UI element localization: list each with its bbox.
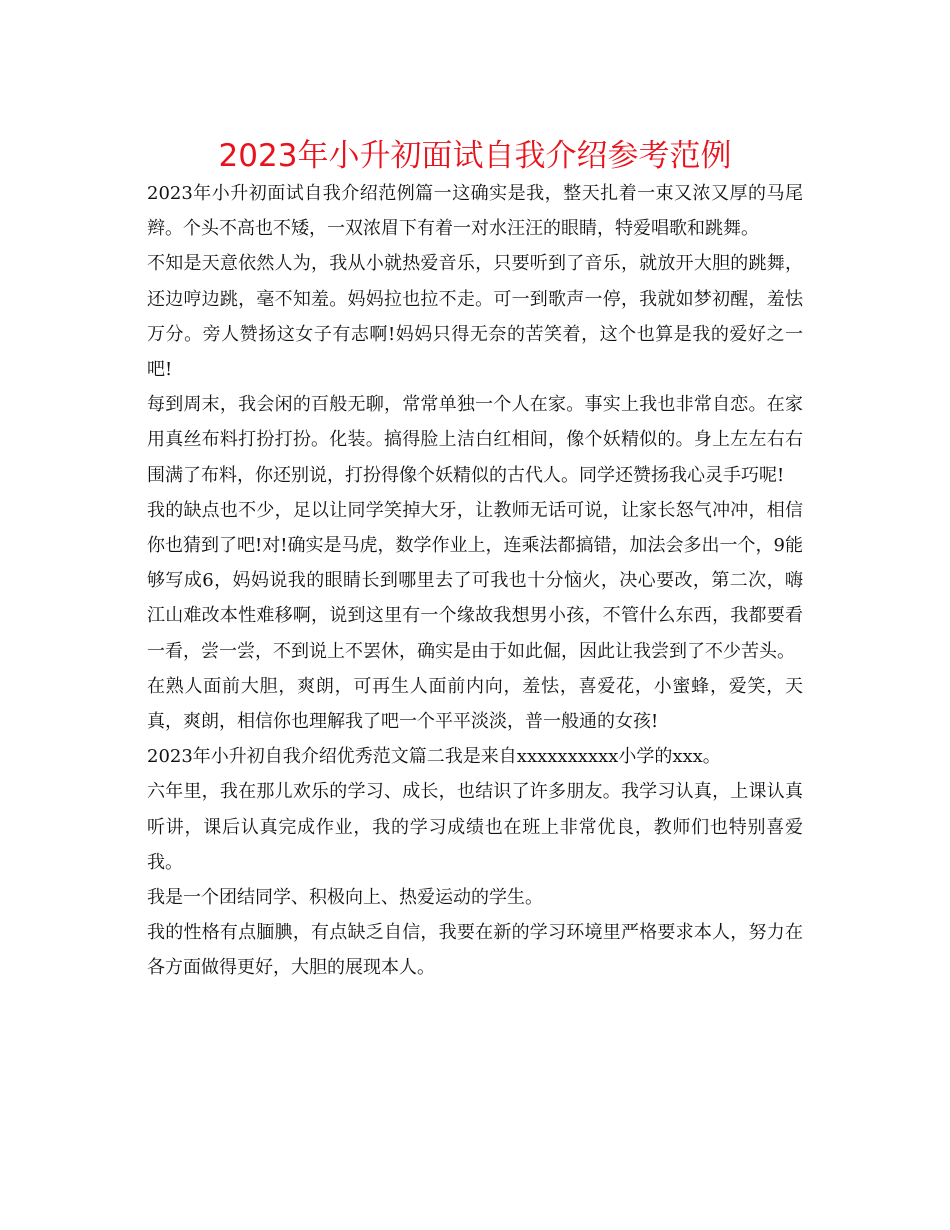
paragraph: 2023年小升初自我介绍优秀范文篇二我是来自xxxxxxxxxx小学的xxx。 bbox=[147, 746, 721, 768]
paragraph: 2023年小升初面试自我介绍范例篇一这确实是我，整天扎着一束又浓又厚的马尾辫。个头不高也不矮，一双浓眉下有着一对水汪汪的眼睛，特爱唱歌和跳舞。 bbox=[147, 183, 803, 240]
paragraph: 不知是天意依然人为，我从小就热爱音乐，只要听到了音乐，就放开大胆的跳舞，还边哼边跳，毫不知羞。妈妈拉也拉不走。可一到歌声一停，我就如梦初醒，羞怯万分。旁人赞扬这女子有志啊!妈妈只得无奈的苦笑着，这个也算是我的爱好之一吧! bbox=[147, 253, 803, 381]
paragraph: 每到周末，我会闲的百般无聊，常常单独一个人在家。事实上我也非常自恋。在家用真丝布料打扮打扮。化装。搞得脸上洁白红相间，像个妖精似的。身上左左右右围满了布料，你还别说，打扮得像个妖精似的古代人。同学还赞扬我心灵手巧呢! bbox=[147, 394, 803, 486]
document-title: 2023年小升初面试自我介绍参考范例 bbox=[218, 138, 732, 174]
paragraph: 我的性格有点腼腆，有点缺乏自信，我要在新的学习环境里严格要求本人，努力在各方面做得更好，大胆的展现本人。 bbox=[147, 922, 803, 979]
paragraph: 六年里，我在那儿欢乐的学习、成长，也结识了许多朋友。我学习认真，上课认真听讲，课后认真完成作业，我的学习成绩也在班上非常优良，教师们也特别喜爱我。 bbox=[147, 781, 803, 873]
document-body bbox=[147, 176, 803, 986]
paragraph: 在熟人面前大胆，爽朗，可再生人面前内向，羞怯，喜爱花，小蜜蜂，爱笑，天真，爽朗，相信你也理解我了吧一个平平淡淡，普一般通的女孩! bbox=[147, 675, 803, 733]
paragraph: 我是一个团结同学、积极向上、热爱运动的学生。 bbox=[147, 887, 543, 909]
paragraph: 我的缺点也不少，足以让同学笑掉大牙，让教师无话可说，让家长怒气冲冲，相信你也猜到了吧!对!确实是马虎，数学作业上，连乘法都搞错，加法会多出一个，9能够写成6，妈妈说我的眼睛长到哪里去了可我也十分恼火，决心要改，第二次，嗨江山难改本性难移啊，说到这里有一个缘故我想男小孩，不管什么东西，我都要看一看，尝一尝，不到说上不罢休，确实是由于如此倔，因此让我尝到了不少苦头。 bbox=[147, 499, 803, 662]
